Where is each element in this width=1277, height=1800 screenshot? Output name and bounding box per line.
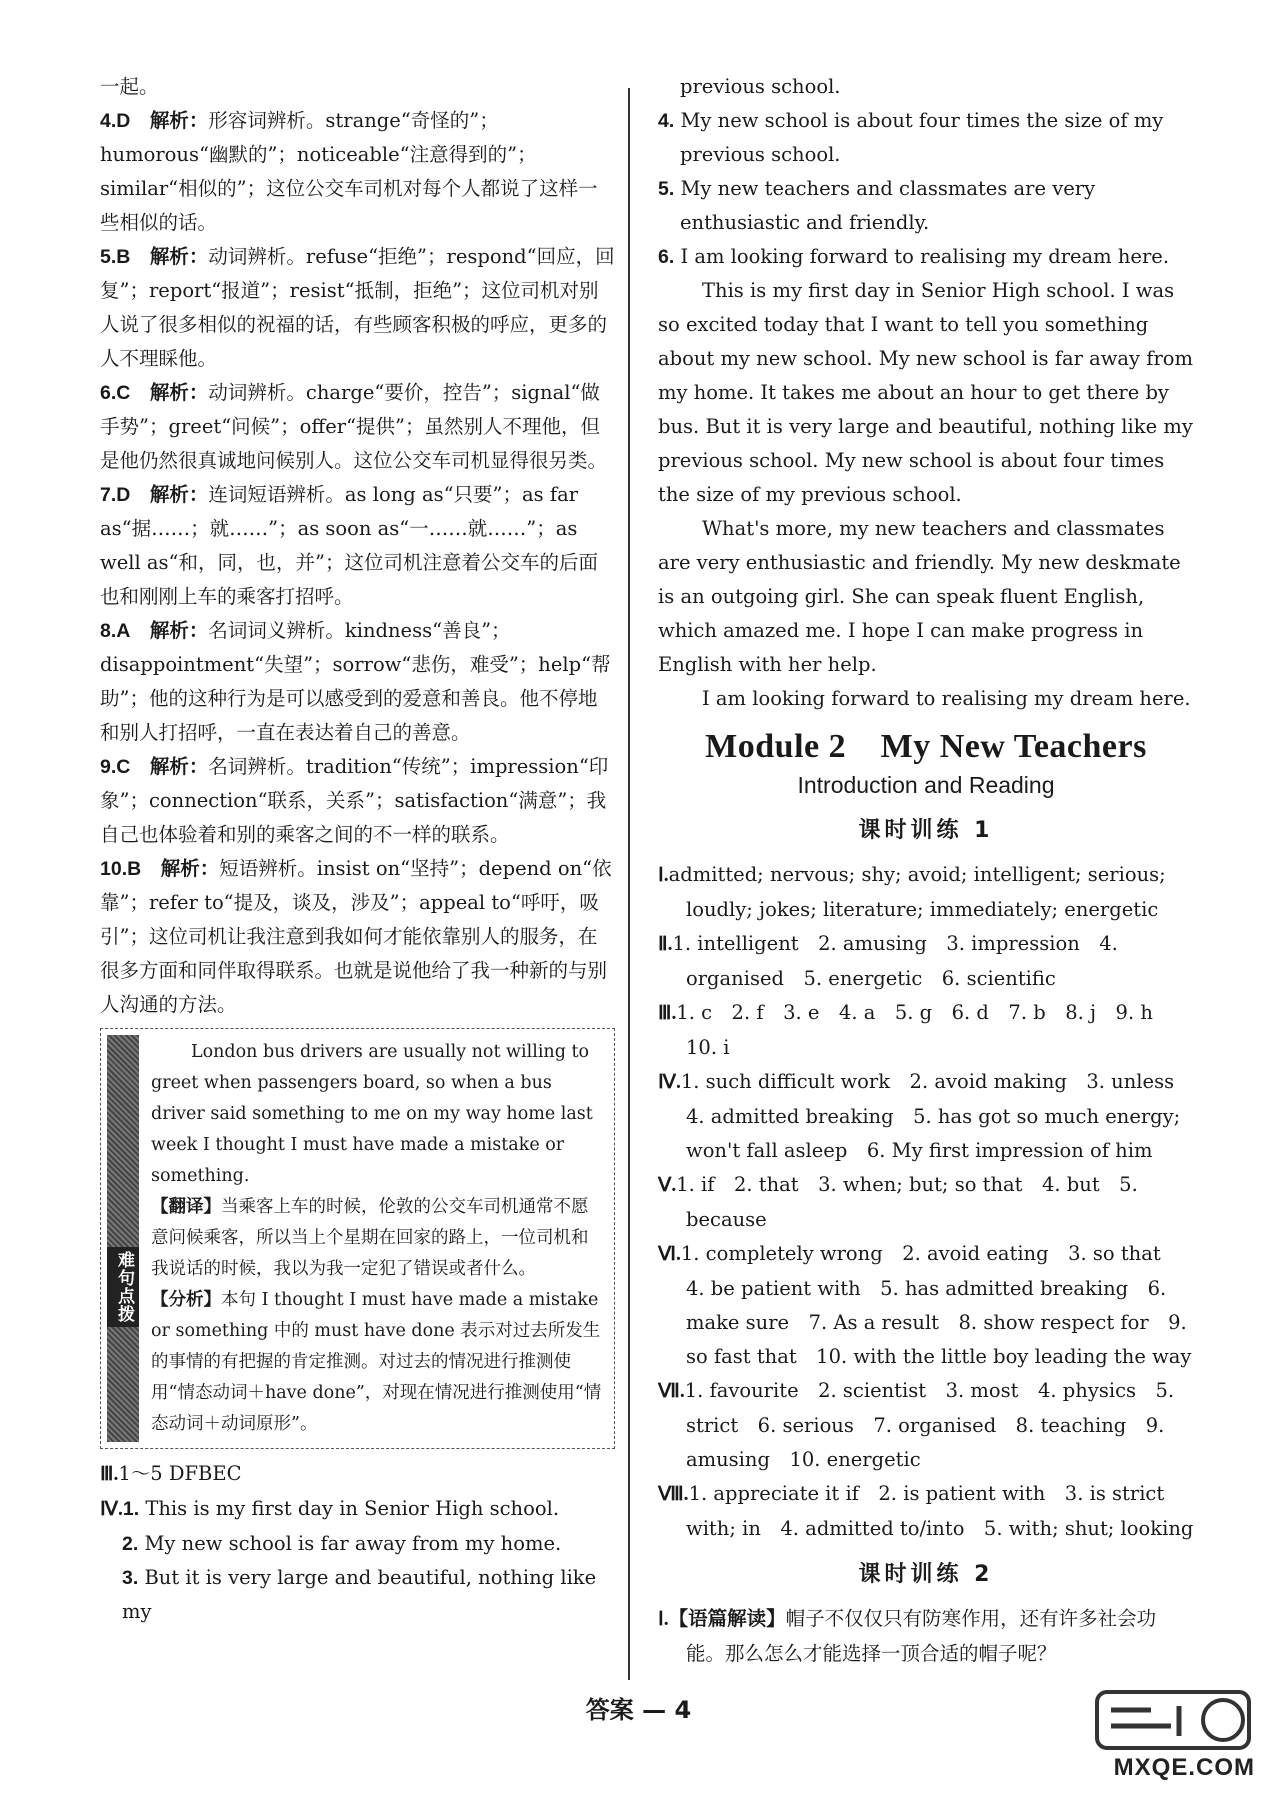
section-4-line-3: 3. But it is very large and beautiful, nothing like my: [122, 1566, 597, 1623]
answer-section: Ⅵ.1. completely wrong 2. avoid eating 3. so that 4. be patient with 5. has admitted breaking 6. make sure 7. As a result 8. show respect for 9. so fast that 10. with the little boy leading the way: [658, 1242, 1192, 1368]
essay-paragraph-3: I am looking forward to realising my dream here.: [702, 687, 1191, 710]
page-number: 答案 — 4: [585, 1696, 692, 1724]
answer-section: Ⅱ.1. intelligent 2. amusing 3. impression 4. organised 5. energetic 6. scientific: [658, 932, 1118, 990]
column-divider: [628, 88, 630, 1680]
line-5: 5. My new teachers and classmates are very enthusiastic and friendly.: [658, 177, 1096, 234]
answer-section: Ⅷ.1. appreciate it if 2. is patient with 3. is strict with; in 4. admitted to/into 5. with; shut; looking: [658, 1482, 1194, 1540]
answer-item: 5.B 解析：动词辨析。refuse“拒绝”；respond“回应，回复”；report“报道”；resist“抵制，拒绝”；这位司机对别人说了很多相似的祝福的话，有些顾客积极的呼应，更多的人不理睬他。: [100, 245, 615, 370]
box-label: 难句点拨: [107, 1035, 139, 1442]
lesson-2-heading: 课时训练 2: [858, 1562, 994, 1587]
lesson-1-answers: [658, 858, 1194, 1546]
answer-items: [100, 104, 615, 1022]
answer-item: 6.C 解析：动词辨析。charge“要价，控告”；signal“做手势”；greet“问候”；offer“提供”；虽然别人不理他，但是他仍然很真诚地问候别人。这位公交车司机显得很另类。: [100, 381, 608, 472]
box-translation: 【翻译】当乘客上车的时候，伦敦的公交车司机通常不愿意问候乘客，所以当上个星期在回家的路上，一位司机和我说话的时候，我以为我一定犯了错误或者什么。: [151, 1197, 589, 1279]
box-analysis: 【分析】本句 I thought I must have made a mistake or something 中的 must have done 表示对过去所发生的事情的有把握的肯定推测。对过去的情况进行推测使用“情态动词＋have done”，对现在情况进行推测使用“情态动词＋动词原形”。: [151, 1290, 602, 1434]
answer-section: Ⅶ.1. favourite 2. scientist 3. most 4. physics 5. strict 6. serious 7. organised 8. teaching 9. amusing 10. energetic: [658, 1379, 1175, 1471]
line-6: 6. I am looking forward to realising my dream here.: [658, 245, 1170, 268]
answer-item: 4.D 解析：形容词辨析。strange“奇怪的”；humorous“幽默的”；noticeable“注意得到的”；similar“相似的”；这位公交车司机对每个人都说了这样一些相似的话。: [100, 109, 598, 234]
difficult-sentence-box: [100, 1028, 615, 1449]
section-4-line-1: Ⅳ.1. This is my first day in Senior High school.: [100, 1497, 560, 1520]
lesson-1-heading: 课时训练 1: [858, 818, 994, 843]
right-column: [658, 70, 1194, 1671]
answer-section: Ⅴ.1. if 2. that 3. when; but; so that 4. but 5. because: [658, 1173, 1138, 1231]
section-subtitle: Introduction and Reading: [797, 772, 1055, 798]
section-4: [100, 1492, 615, 1629]
answer-section: Ⅳ.1. such difficult work 2. avoid making 3. unless 4. admitted breaking 5. has got so much energy; won't fall asleep 6. My first impression of him: [658, 1070, 1194, 1162]
watermark-text: MXQE.COM: [1113, 1754, 1255, 1781]
module-title: Module 2 My New Teachers: [705, 728, 1147, 765]
continued-line: previous school.: [680, 75, 841, 98]
section-3: Ⅲ.1～5 DFBEC: [100, 1462, 242, 1485]
answer-item: 7.D 解析：连词短语辨析。as long as“只要”；as far as“据……；就……”；as soon as“一……就……”；as well as“和，同，也，并”；这位司机注意着公交车的后面也和刚刚上车的乘客打招呼。: [100, 483, 598, 608]
answer-section: Ⅰ.admitted; nervous; shy; avoid; intelligent; serious; loudly; jokes; literature; immediately; energetic: [658, 863, 1166, 921]
lesson-2-intro: Ⅰ.【语篇解读】帽子不仅仅只有防寒作用，还有许多社会功能。那么怎么才能选择一顶合适的帽子呢？: [658, 1607, 1157, 1665]
answer-item: 9.C 解析：名词辨析。tradition“传统”；impression“印象”；connection“联系，关系”；satisfaction“满意”；我自己也体验着和别的乘客之间的不一样的联系。: [100, 755, 609, 846]
left-column: [100, 70, 615, 1629]
answer-item: 8.A 解析：名词词义辨析。kindness“善良”；disappointment“失望”；sorrow“悲伤，难受”；help“帮助”；他的这种行为是可以感受到的爱意和善良。他不停地和别人打招呼，一直在表达着自己的善意。: [100, 619, 611, 744]
lead-line: 一起。: [100, 75, 159, 98]
line-4: 4. My new school is about four times the size of my previous school.: [658, 109, 1164, 166]
answer-item: 10.B 解析：短语辨析。insist on“坚持”；depend on“依靠”；refer to“提及，谈及，涉及”；appeal to“呼吁，吸引”；这位司机让我注意到我如何才能依靠别人的服务，在很多方面和同伴取得联系。也就是说他给了我一种新的与别人沟通的方法。: [100, 857, 612, 1016]
box-english: London bus drivers are usually not willing to greet when passengers board, so when a bus driver said something to me on my way home last week I thought I must have made a mistake or something.: [151, 1042, 593, 1186]
section-4-line-2: 2. My new school is far away from my home.: [122, 1532, 562, 1555]
answer-section: Ⅲ.1. c 2. f 3. e 4. a 5. g 6. d 7. b 8. j 9. h 10. i: [658, 1001, 1173, 1059]
essay-paragraph-1: This is my first day in Senior High school. I was so excited today that I want to tell you something about my new school. My new school is far away from my home. It takes me about an hour to get there by bus. But it is very large and beautiful, nothing like my previous school. My new school is about four times the size of my previous school.: [658, 279, 1194, 506]
essay-paragraph-2: What's more, my new teachers and classmates are very enthusiastic and friendly. My new deskmate is an outgoing girl. She can speak fluent English, which amazed me. I hope I can make progress in English with her help.: [658, 517, 1181, 676]
